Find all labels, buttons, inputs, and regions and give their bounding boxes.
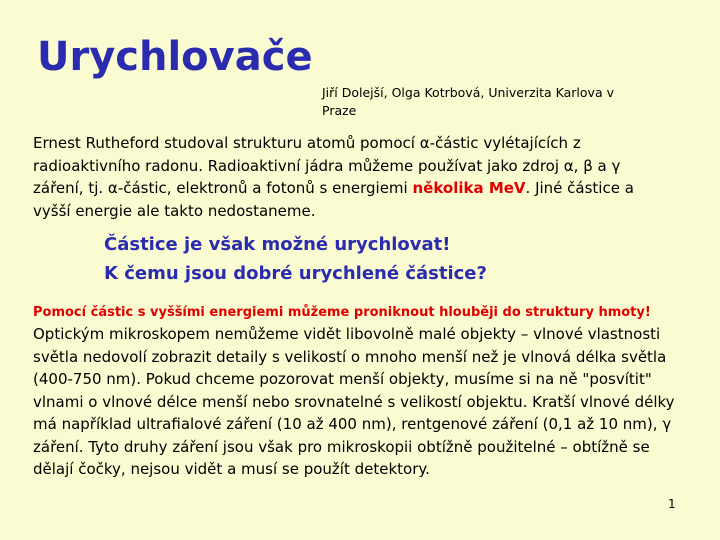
question-block (104, 230, 664, 288)
intro-text-2: . Jiné částice a vyšší energie ale takto nedostaneme. (33, 179, 634, 220)
slide-title: Urychlovače (37, 34, 313, 80)
intro-paragraph (33, 132, 663, 222)
body-heading: Pomocí částic s vyššími energiemi můžeme proniknout hlouběji do struktury hmoty! (33, 305, 651, 320)
body-paragraph (33, 302, 683, 481)
intro-text-1: Ernest Rutheford studoval strukturu atomů pomocí α-částic vylétajících z radioaktivního radonu. Radioaktivní jádra můžeme používat jako zdroj α, β a γ záření, tj. α-částic, elektronů a fotonů s energiemi (33, 134, 621, 197)
question-line-2: K čemu jsou dobré urychlené částice? (104, 263, 487, 284)
body-text: Optickým mikroskopem nemůžeme vidět libovolně malé objekty – vlnové vlastnosti světla nedovolí zobrazit detaily s velikostí o mnoho menší než je vlnová délka světla (400-750 nm). Pokud chceme pozorovat menší objekty, musíme si na ně "posvítit" vlnami o vlnové délce menší nebo srovnatelné s velikostí objektu. Kratší vlnové délky má například ultrafialové záření (10 až 400 nm), rentgenové záření (0,1 až 10 nm), γ záření. Tyto druhy záření jsou však pro mikroskopii obtížně použitelné – obtížně se dělají čočky, nejsou vidět a musí se použít detektory. (33, 325, 675, 478)
question-line-1: Částice je však možné urychlovat! (104, 234, 451, 255)
intro-highlight: několika MeV (412, 179, 526, 197)
authors: Jiří Dolejší, Olga Kotrbová, Univerzita Karlova v Praze (322, 85, 614, 118)
page-number: 1 (668, 497, 676, 511)
